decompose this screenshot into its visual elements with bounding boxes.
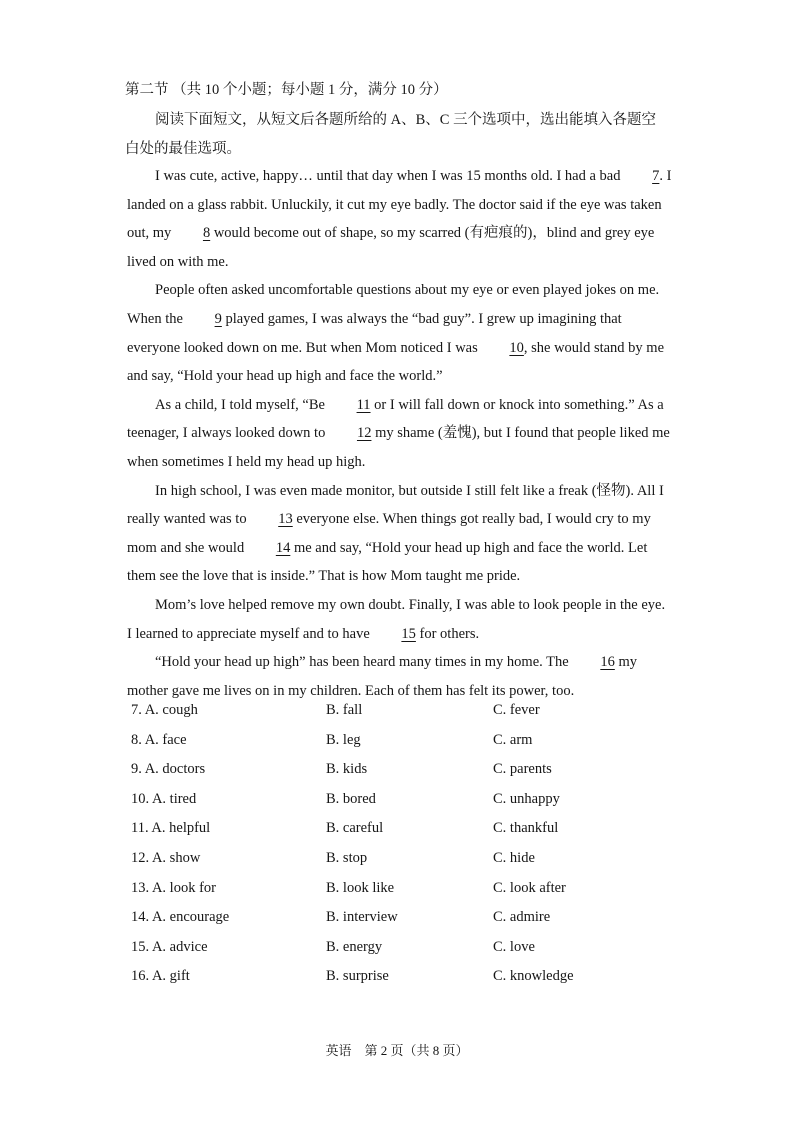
blank-11: 11 [356,396,371,413]
option-c: C. unhappy [493,790,560,807]
option-c: C. hide [493,849,535,866]
passage-paragraph-5: Mom’s love helped remove my own doubt. Finally, I was able to look people in the eye. I learned to appreciate myself and to have 15 for others. [127,591,672,648]
blank-12: 12 [356,425,372,442]
page-footer: 英语 第 2 页（共 8 页） [325,1043,469,1058]
option-c: C. look after [493,879,566,896]
option-b: B. careful [326,820,384,837]
blank-14: 14 [275,539,291,556]
option-b: B. look like [326,879,395,896]
question-14-options [131,909,671,939]
option-b: B. bored [326,790,376,807]
option-a: 11. A. helpful [131,820,211,837]
blank-8: 8 [202,225,211,242]
question-8-options [131,732,671,762]
blank-7: 7 [652,168,660,184]
option-a: 9. A. doctors [131,761,206,778]
passage-paragraph-1: I was cute, active, happy… until that day when I was 15 months old. I had a bad 7. I landed on a glass rabbit. Unluckily, it cut my eye badly. The doctor said if the eye was taken out, my 8 would become out of shape, so my scarred (有疤痕的)，blind and grey eye lived on with me. [127,162,672,276]
question-7-options [131,702,671,732]
question-13-options [131,880,671,910]
option-a: 13. A. look for [131,879,216,896]
option-a: 14. A. encourage [131,909,230,926]
option-b: B. fall [326,702,363,718]
blank-16: 16 [600,654,615,671]
question-15-options [131,939,671,969]
blank-9: 9 [214,310,222,327]
option-c: C. admire [493,909,551,926]
option-b: B. surprise [326,968,389,985]
option-c: C. parents [493,761,552,778]
option-c: C. fever [493,702,540,718]
option-a: 8. A. face [131,731,187,748]
options-list [131,702,671,998]
question-9-options [131,761,671,791]
option-c: C. arm [493,731,533,748]
option-a: 7. A. cough [131,702,198,718]
question-11-options [131,820,671,850]
passage [127,162,672,705]
passage-paragraph-2: People often asked uncomfortable questions about my eye or even played jokes on me. When the 9 played games, I was always the “bad guy”. I grew up imagining that everyone looked down on me. But when Mom noticed I was 10, she would stand by me and say, “Hold your head up high and face the world.” [127,282,665,385]
option-a: 12. A. show [131,849,201,866]
instructions: 阅读下面短文，从短文后各题所给的 A、B、C 三个选项中，选出能填入各题空白处的最佳选项。 [125,112,657,157]
option-b: B. interview [326,909,398,926]
blank-10: 10 [509,339,524,356]
blank-15: 15 [401,625,416,642]
option-a: 10. A. tired [131,790,197,807]
blank-13: 13 [278,511,293,528]
passage-paragraph-3: As a child, I told myself, “Be 11 or I will fall down or knock into something.” As a teenager, I always looked down to 12 my shame (羞愧), but I found that people liked me when sometimes I held my head up high. [127,391,672,477]
option-c: C. love [493,938,535,955]
question-16-options [131,968,671,998]
passage-paragraph-6: “Hold your head up high” has been heard many times in my home. The 16 my mother gave me lives on in my children. Each of them has felt its power, too. [127,648,672,705]
passage-paragraph-4: In high school, I was even made monitor, but outside I still felt like a freak (怪物). All I really wanted was to 13 everyone else. When things got really bad, I would cry to my mom and she would 14 me and say, “Hold your head up high and face the world. Let them see the love that is inside.” That is how Mom taught me pride. [127,482,664,585]
option-b: B. stop [326,849,368,866]
option-b: B. leg [326,731,361,748]
option-b: B. kids [326,761,368,778]
option-b: B. energy [326,938,383,955]
option-a: 16. A. gift [131,968,190,985]
option-a: 15. A. advice [131,938,208,955]
question-12-options [131,850,671,880]
section-title: 第二节 （共 10 个小题；每小题 1 分，满分 10 分） [125,82,448,98]
option-c: C. thankful [493,820,559,837]
question-10-options [131,791,671,821]
option-c: C. knowledge [493,968,574,985]
